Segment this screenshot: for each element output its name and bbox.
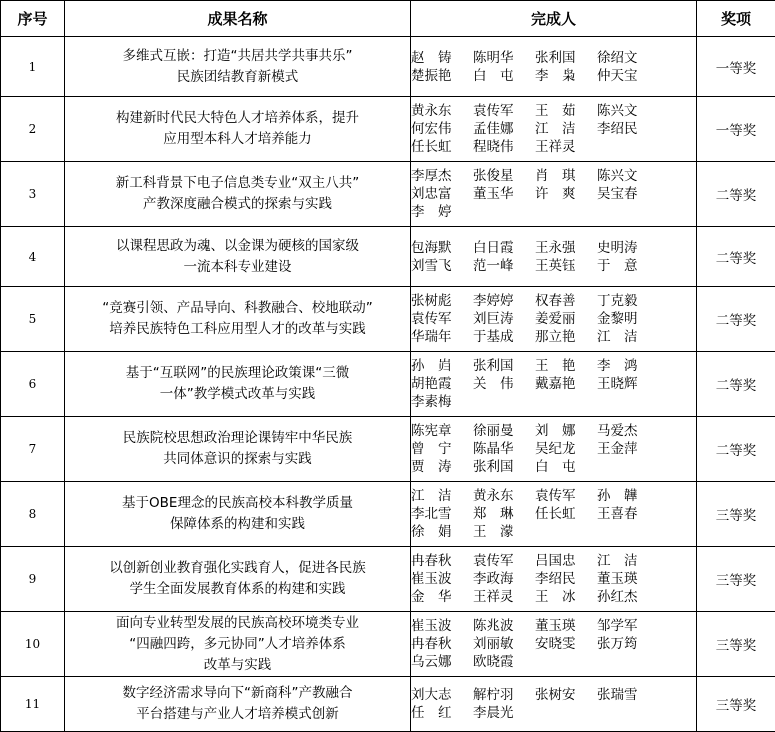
table-row bbox=[1, 417, 775, 482]
completer-name: 刘忠富 bbox=[411, 185, 473, 203]
award-level: 二等奖 bbox=[697, 417, 775, 482]
completer-name: 贾 涛 bbox=[411, 458, 473, 476]
completers-list bbox=[411, 686, 696, 722]
row-number: 1 bbox=[1, 37, 65, 97]
completer-name: 马爱杰 bbox=[597, 422, 659, 440]
completer-name: 白 屯 bbox=[473, 67, 535, 85]
completer-name: 程晓伟 bbox=[473, 138, 535, 156]
completers-list bbox=[411, 617, 696, 671]
completers-cell bbox=[411, 227, 697, 287]
completer-name: 赵 铸 bbox=[411, 49, 473, 67]
row-number: 8 bbox=[1, 482, 65, 547]
table-row bbox=[1, 37, 775, 97]
completer-name: 关 伟 bbox=[473, 375, 535, 393]
completer-name: 任长虹 bbox=[411, 138, 473, 156]
table-row bbox=[1, 547, 775, 612]
achievement-title-line: 保障体系的构建和实践 bbox=[65, 514, 410, 535]
completer-name: 包海默 bbox=[411, 239, 473, 257]
achievement-title-line: 一体”教学模式改革与实践 bbox=[65, 384, 410, 405]
completers-list bbox=[411, 292, 696, 346]
completer-name: 解柠羽 bbox=[473, 686, 535, 704]
completer-name: 李晨光 bbox=[473, 704, 535, 722]
achievement-title-line: 新工科背景下电子信息类专业“双主八共” bbox=[65, 173, 410, 194]
completer-name: 于基成 bbox=[473, 328, 535, 346]
completer-name: 仲天宝 bbox=[597, 67, 659, 85]
completer-name: 华瑞年 bbox=[411, 328, 473, 346]
completer-name: 白 屯 bbox=[535, 458, 597, 476]
completer-name: 张俊星 bbox=[473, 167, 535, 185]
table-row bbox=[1, 352, 775, 417]
award-level: 一等奖 bbox=[697, 97, 775, 162]
table-row bbox=[1, 612, 775, 677]
achievement-title-line: 面向专业转型发展的民族高校环境类专业 bbox=[65, 613, 410, 634]
achievement-title-line: 构建新时代民大特色人才培养体系，提升 bbox=[65, 108, 410, 129]
completer-name: 王金萍 bbox=[597, 440, 659, 458]
completer-name: 刘雪飞 bbox=[411, 257, 473, 275]
row-number: 9 bbox=[1, 547, 65, 612]
completer-name: 刘大志 bbox=[411, 686, 473, 704]
completer-name: 李绍民 bbox=[597, 120, 659, 138]
achievement-title-line: “四融四跨，多元协同”人才培养体系 bbox=[65, 634, 410, 655]
completer-name: 徐绍文 bbox=[597, 49, 659, 67]
completer-name: 戴嘉艳 bbox=[535, 375, 597, 393]
completer-name: 安晓雯 bbox=[535, 635, 597, 653]
completers-cell bbox=[411, 287, 697, 352]
achievement-title-line: 学生全面发展教育体系的构建和实践 bbox=[65, 579, 410, 600]
completer-name: 张万筠 bbox=[597, 635, 659, 653]
completer-name: 江 洁 bbox=[411, 487, 473, 505]
header-people: 完成人 bbox=[411, 1, 697, 37]
achievement-title-line: 民族团结教育新模式 bbox=[65, 67, 410, 88]
completer-name: 丁克毅 bbox=[597, 292, 659, 310]
completer-name: 王永强 bbox=[535, 239, 597, 257]
completer-name: 徐 娟 bbox=[411, 523, 473, 541]
achievement-title-line: “竞赛引领、产品导向、科教融合、校地联动” bbox=[65, 298, 410, 319]
completer-name: 王 茹 bbox=[535, 102, 597, 120]
completer-name: 袁传军 bbox=[473, 102, 535, 120]
completer-name: 许 爽 bbox=[535, 185, 597, 203]
completer-name: 王祥灵 bbox=[473, 588, 535, 606]
completer-name: 张树安 bbox=[535, 686, 597, 704]
table-row bbox=[1, 482, 775, 547]
header-no: 序号 bbox=[1, 1, 65, 37]
achievement-title bbox=[65, 612, 411, 677]
achievement-title bbox=[65, 227, 411, 287]
completers-list bbox=[411, 167, 696, 221]
completer-name: 李绍民 bbox=[535, 570, 597, 588]
award-level: 三等奖 bbox=[697, 612, 775, 677]
completer-name: 崔玉波 bbox=[411, 617, 473, 635]
completer-name: 范一峰 bbox=[473, 257, 535, 275]
completer-name: 江 洁 bbox=[535, 120, 597, 138]
table-row bbox=[1, 677, 775, 732]
completer-name: 张利国 bbox=[473, 357, 535, 375]
completer-name: 江 洁 bbox=[597, 328, 659, 346]
achievement-title bbox=[65, 162, 411, 227]
header-title: 成果名称 bbox=[65, 1, 411, 37]
completer-name: 袁传军 bbox=[411, 310, 473, 328]
completer-name: 董玉瑛 bbox=[535, 617, 597, 635]
completers-cell bbox=[411, 482, 697, 547]
completer-name: 张利国 bbox=[535, 49, 597, 67]
completer-name: 吴纪龙 bbox=[535, 440, 597, 458]
completers-cell bbox=[411, 612, 697, 677]
completer-name: 吴宝春 bbox=[597, 185, 659, 203]
completer-name: 李 婷 bbox=[411, 203, 473, 221]
table-row bbox=[1, 227, 775, 287]
achievement-title-line: 基于OBE理念的民族高校本科教学质量 bbox=[65, 493, 410, 514]
completer-name: 乌云娜 bbox=[411, 653, 473, 671]
completer-name: 李政海 bbox=[473, 570, 535, 588]
achievement-title bbox=[65, 417, 411, 482]
award-level: 三等奖 bbox=[697, 547, 775, 612]
completers-list bbox=[411, 102, 696, 156]
completer-name: 李 鸿 bbox=[597, 357, 659, 375]
achievement-title-line: 改革与实践 bbox=[65, 655, 410, 676]
completer-name: 王 冰 bbox=[535, 588, 597, 606]
completer-name: 金 华 bbox=[411, 588, 473, 606]
award-level: 二等奖 bbox=[697, 287, 775, 352]
completer-name: 王英钰 bbox=[535, 257, 597, 275]
completer-name: 黄永东 bbox=[411, 102, 473, 120]
award-level: 二等奖 bbox=[697, 162, 775, 227]
completers-cell bbox=[411, 97, 697, 162]
completer-name: 李北雪 bbox=[411, 505, 473, 523]
completer-name: 权春善 bbox=[535, 292, 597, 310]
achievement-title-line: 多维式互嵌：打造“共居共学共事共乐” bbox=[65, 46, 410, 67]
completer-name: 何宏伟 bbox=[411, 120, 473, 138]
completer-name: 王喜春 bbox=[597, 505, 659, 523]
completer-name: 袁传军 bbox=[535, 487, 597, 505]
completers-cell bbox=[411, 162, 697, 227]
table-row bbox=[1, 162, 775, 227]
achievement-title bbox=[65, 37, 411, 97]
completer-name: 王祥灵 bbox=[535, 138, 597, 156]
completers-list bbox=[411, 552, 696, 606]
award-level: 三等奖 bbox=[697, 482, 775, 547]
completers-list bbox=[411, 422, 696, 476]
completer-name: 那立艳 bbox=[535, 328, 597, 346]
completer-name: 刘巨涛 bbox=[473, 310, 535, 328]
completer-name: 江 洁 bbox=[597, 552, 659, 570]
completer-name: 吕国忠 bbox=[535, 552, 597, 570]
achievement-title bbox=[65, 287, 411, 352]
completer-name: 冉春秋 bbox=[411, 635, 473, 653]
completer-name: 欧晓霞 bbox=[473, 653, 535, 671]
completers-list bbox=[411, 239, 696, 275]
achievement-title-line: 产教深度融合模式的探索与实践 bbox=[65, 194, 410, 215]
row-number: 2 bbox=[1, 97, 65, 162]
completer-name: 刘丽敏 bbox=[473, 635, 535, 653]
header-award: 奖项 bbox=[697, 1, 775, 37]
completer-name: 胡艳霞 bbox=[411, 375, 473, 393]
award-level: 一等奖 bbox=[697, 37, 775, 97]
award-level: 三等奖 bbox=[697, 677, 775, 732]
completer-name: 王 濛 bbox=[473, 523, 535, 541]
completer-name: 姜爱丽 bbox=[535, 310, 597, 328]
achievement-title-line: 基于“互联网”的民族理论政策课“三微 bbox=[65, 363, 410, 384]
completer-name: 楚振艳 bbox=[411, 67, 473, 85]
header-row bbox=[1, 1, 775, 37]
table-row bbox=[1, 97, 775, 162]
completer-name: 任 红 bbox=[411, 704, 473, 722]
achievement-title-line: 培养民族特色工科应用型人才的改革与实践 bbox=[65, 319, 410, 340]
completer-name: 孙 韡 bbox=[597, 487, 659, 505]
completers-list bbox=[411, 487, 696, 541]
row-number: 5 bbox=[1, 287, 65, 352]
row-number: 11 bbox=[1, 677, 65, 732]
completer-name: 王 艳 bbox=[535, 357, 597, 375]
completers-list bbox=[411, 357, 696, 411]
completer-name: 陈兴文 bbox=[597, 102, 659, 120]
completers-cell bbox=[411, 547, 697, 612]
completer-name: 袁传军 bbox=[473, 552, 535, 570]
completer-name: 肖 琪 bbox=[535, 167, 597, 185]
achievement-title-line: 一流本科专业建设 bbox=[65, 257, 410, 278]
row-number: 6 bbox=[1, 352, 65, 417]
completer-name: 张利国 bbox=[473, 458, 535, 476]
achievement-title-line: 数字经济需求导向下“新商科”产教融合 bbox=[65, 683, 410, 704]
achievement-title bbox=[65, 482, 411, 547]
completer-name: 曾 宁 bbox=[411, 440, 473, 458]
completer-name: 李 枭 bbox=[535, 67, 597, 85]
achievement-title-line: 以创新创业教育强化实践育人，促进各民族 bbox=[65, 558, 410, 579]
achievement-title bbox=[65, 352, 411, 417]
achievement-title bbox=[65, 547, 411, 612]
completers-list bbox=[411, 49, 696, 85]
achievement-title-line: 应用型本科人才培养能力 bbox=[65, 129, 410, 150]
completer-name: 郑 琳 bbox=[473, 505, 535, 523]
achievement-title-line: 以课程思政为魂、以金课为硬核的国家级 bbox=[65, 236, 410, 257]
completer-name: 刘 娜 bbox=[535, 422, 597, 440]
completer-name: 李婷婷 bbox=[473, 292, 535, 310]
completer-name: 崔玉波 bbox=[411, 570, 473, 588]
achievement-title bbox=[65, 677, 411, 732]
achievement-title-line: 平台搭建与产业人才培养模式创新 bbox=[65, 704, 410, 725]
table-body bbox=[1, 37, 775, 732]
completer-name: 张树彪 bbox=[411, 292, 473, 310]
completer-name: 董玉华 bbox=[473, 185, 535, 203]
completer-name: 冉春秋 bbox=[411, 552, 473, 570]
completer-name: 李素梅 bbox=[411, 393, 473, 411]
completer-name: 王晓辉 bbox=[597, 375, 659, 393]
completer-name: 陈明华 bbox=[473, 49, 535, 67]
completer-name: 陈宪章 bbox=[411, 422, 473, 440]
row-number: 4 bbox=[1, 227, 65, 287]
award-level: 二等奖 bbox=[697, 227, 775, 287]
completer-name: 陈兴文 bbox=[597, 167, 659, 185]
row-number: 10 bbox=[1, 612, 65, 677]
completer-name: 金黎明 bbox=[597, 310, 659, 328]
completer-name: 陈兆波 bbox=[473, 617, 535, 635]
completers-cell bbox=[411, 677, 697, 732]
completers-cell bbox=[411, 352, 697, 417]
completer-name: 白日霞 bbox=[473, 239, 535, 257]
achievement-title-line: 共同体意识的探索与实践 bbox=[65, 449, 410, 470]
completer-name: 黄永东 bbox=[473, 487, 535, 505]
completer-name: 于 意 bbox=[597, 257, 659, 275]
completer-name: 陈晶华 bbox=[473, 440, 535, 458]
row-number: 7 bbox=[1, 417, 65, 482]
table-row bbox=[1, 287, 775, 352]
completer-name: 任长虹 bbox=[535, 505, 597, 523]
achievement-title bbox=[65, 97, 411, 162]
completer-name: 徐丽曼 bbox=[473, 422, 535, 440]
completer-name: 孙红杰 bbox=[597, 588, 659, 606]
completer-name: 邹学军 bbox=[597, 617, 659, 635]
completer-name: 孙 岿 bbox=[411, 357, 473, 375]
completer-name: 孟佳娜 bbox=[473, 120, 535, 138]
completer-name: 张瑞雪 bbox=[597, 686, 659, 704]
completer-name: 董玉瑛 bbox=[597, 570, 659, 588]
completers-cell bbox=[411, 417, 697, 482]
completer-name: 李厚杰 bbox=[411, 167, 473, 185]
row-number: 3 bbox=[1, 162, 65, 227]
completer-name: 史明涛 bbox=[597, 239, 659, 257]
completers-cell bbox=[411, 37, 697, 97]
achievement-title-line: 民族院校思想政治理论课铸牢中华民族 bbox=[65, 428, 410, 449]
award-level: 二等奖 bbox=[697, 352, 775, 417]
